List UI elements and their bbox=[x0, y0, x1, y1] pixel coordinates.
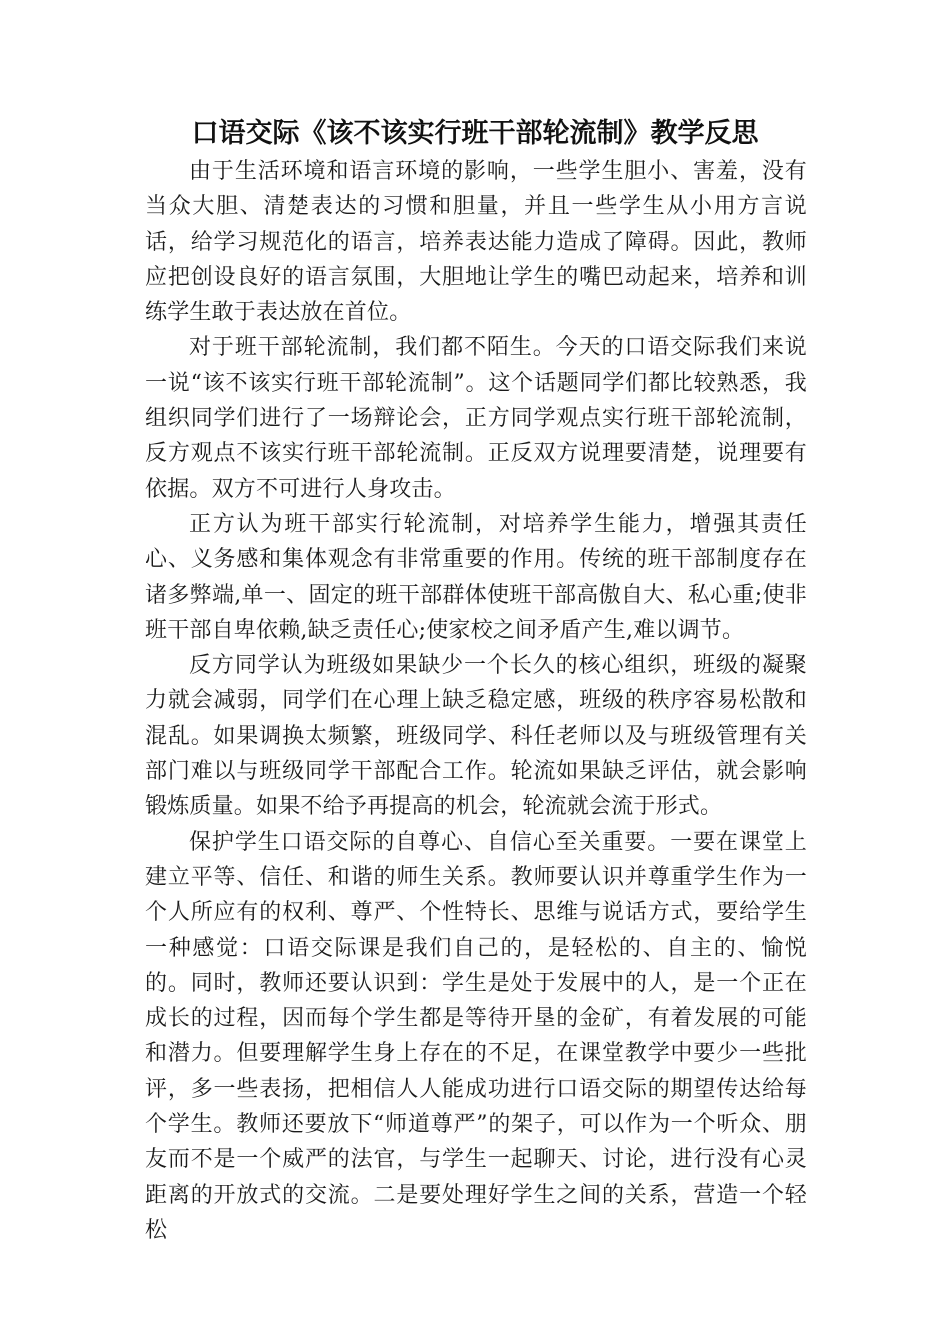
paragraph-5: 保护学生口语交际的自尊心、自信心至关重要。一要在课堂上建立平等、信任、和谐的师生关系。教师要认识并尊重学生作为一个人所应有的权利、尊严、个性特长、思维与说话方式，要给学生一种感觉：口语交际课是我们自己的，是轻松的、自主的、愉悦的。同时，教师还要认识到：学生是处于发展中的人，是一个正在成长的过程，因而每个学生都是等待开垦的金矿，有着发展的可能和潜力。但要理解学生身上存在的不足，在课堂教学中要少一些批评，多一些表扬，把相信人人能成功进行口语交际的期望传达给每个学生。教师还要放下“师道尊严”的架子，可以作为一个听众、朋友而不是一个威严的法官，与学生一起聊天、讨论，进行没有心灵距离的开放式的交流。二是要处理好学生之间的关系，营造一个轻松 bbox=[145, 829, 807, 1243]
paragraph-2: 对于班干部轮流制，我们都不陌生。今天的口语交际我们来说一说“该不该实行班干部轮流制”。这个话题同学们都比较熟悉，我组织同学们进行了一场辩论会，正方同学观点实行班干部轮流制，反方观点不该实行班干部轮流制。正反双方说理要清楚，说理要有依据。双方不可进行人身攻击。 bbox=[145, 335, 807, 502]
paragraph-1: 由于生活环境和语言环境的影响，一些学生胆小、害羞，没有当众大胆、清楚表达的习惯和胆量，并且一些学生从小用方言说话，给学习规范化的语言，培养表达能力造成了障碍。因此，教师应把创设良好的语言氛围，大胆地让学生的嘴巴动起来，培养和训练学生敢于表达放在首位。 bbox=[145, 159, 807, 326]
paragraph-4: 反方同学认为班级如果缺少一个长久的核心组织，班级的凝聚力就会减弱，同学们在心理上缺乏稳定感，班级的秩序容易松散和混乱。如果调换太频繁，班级同学、科任老师以及与班级管理有关部门难以与班级同学干部配合工作。轮流如果缺乏评估，就会影响锻炼质量。如果不给予再提高的机会，轮流就会流于形式。 bbox=[145, 653, 807, 820]
document-body bbox=[145, 154, 807, 1248]
document-title: 口语交际《该不该实行班干部轮流制》教学反思 bbox=[191, 118, 759, 149]
paragraph-3: 正方认为班干部实行轮流制，对培养学生能力，增强其责任心、义务感和集体观念有非常重要的作用。传统的班干部制度存在诸多弊端,单一、固定的班干部群体使班干部高傲自大、私心重;使非班干部自卑依赖,缺乏责任心;使家校之间矛盾产生,难以调节。 bbox=[145, 511, 807, 643]
